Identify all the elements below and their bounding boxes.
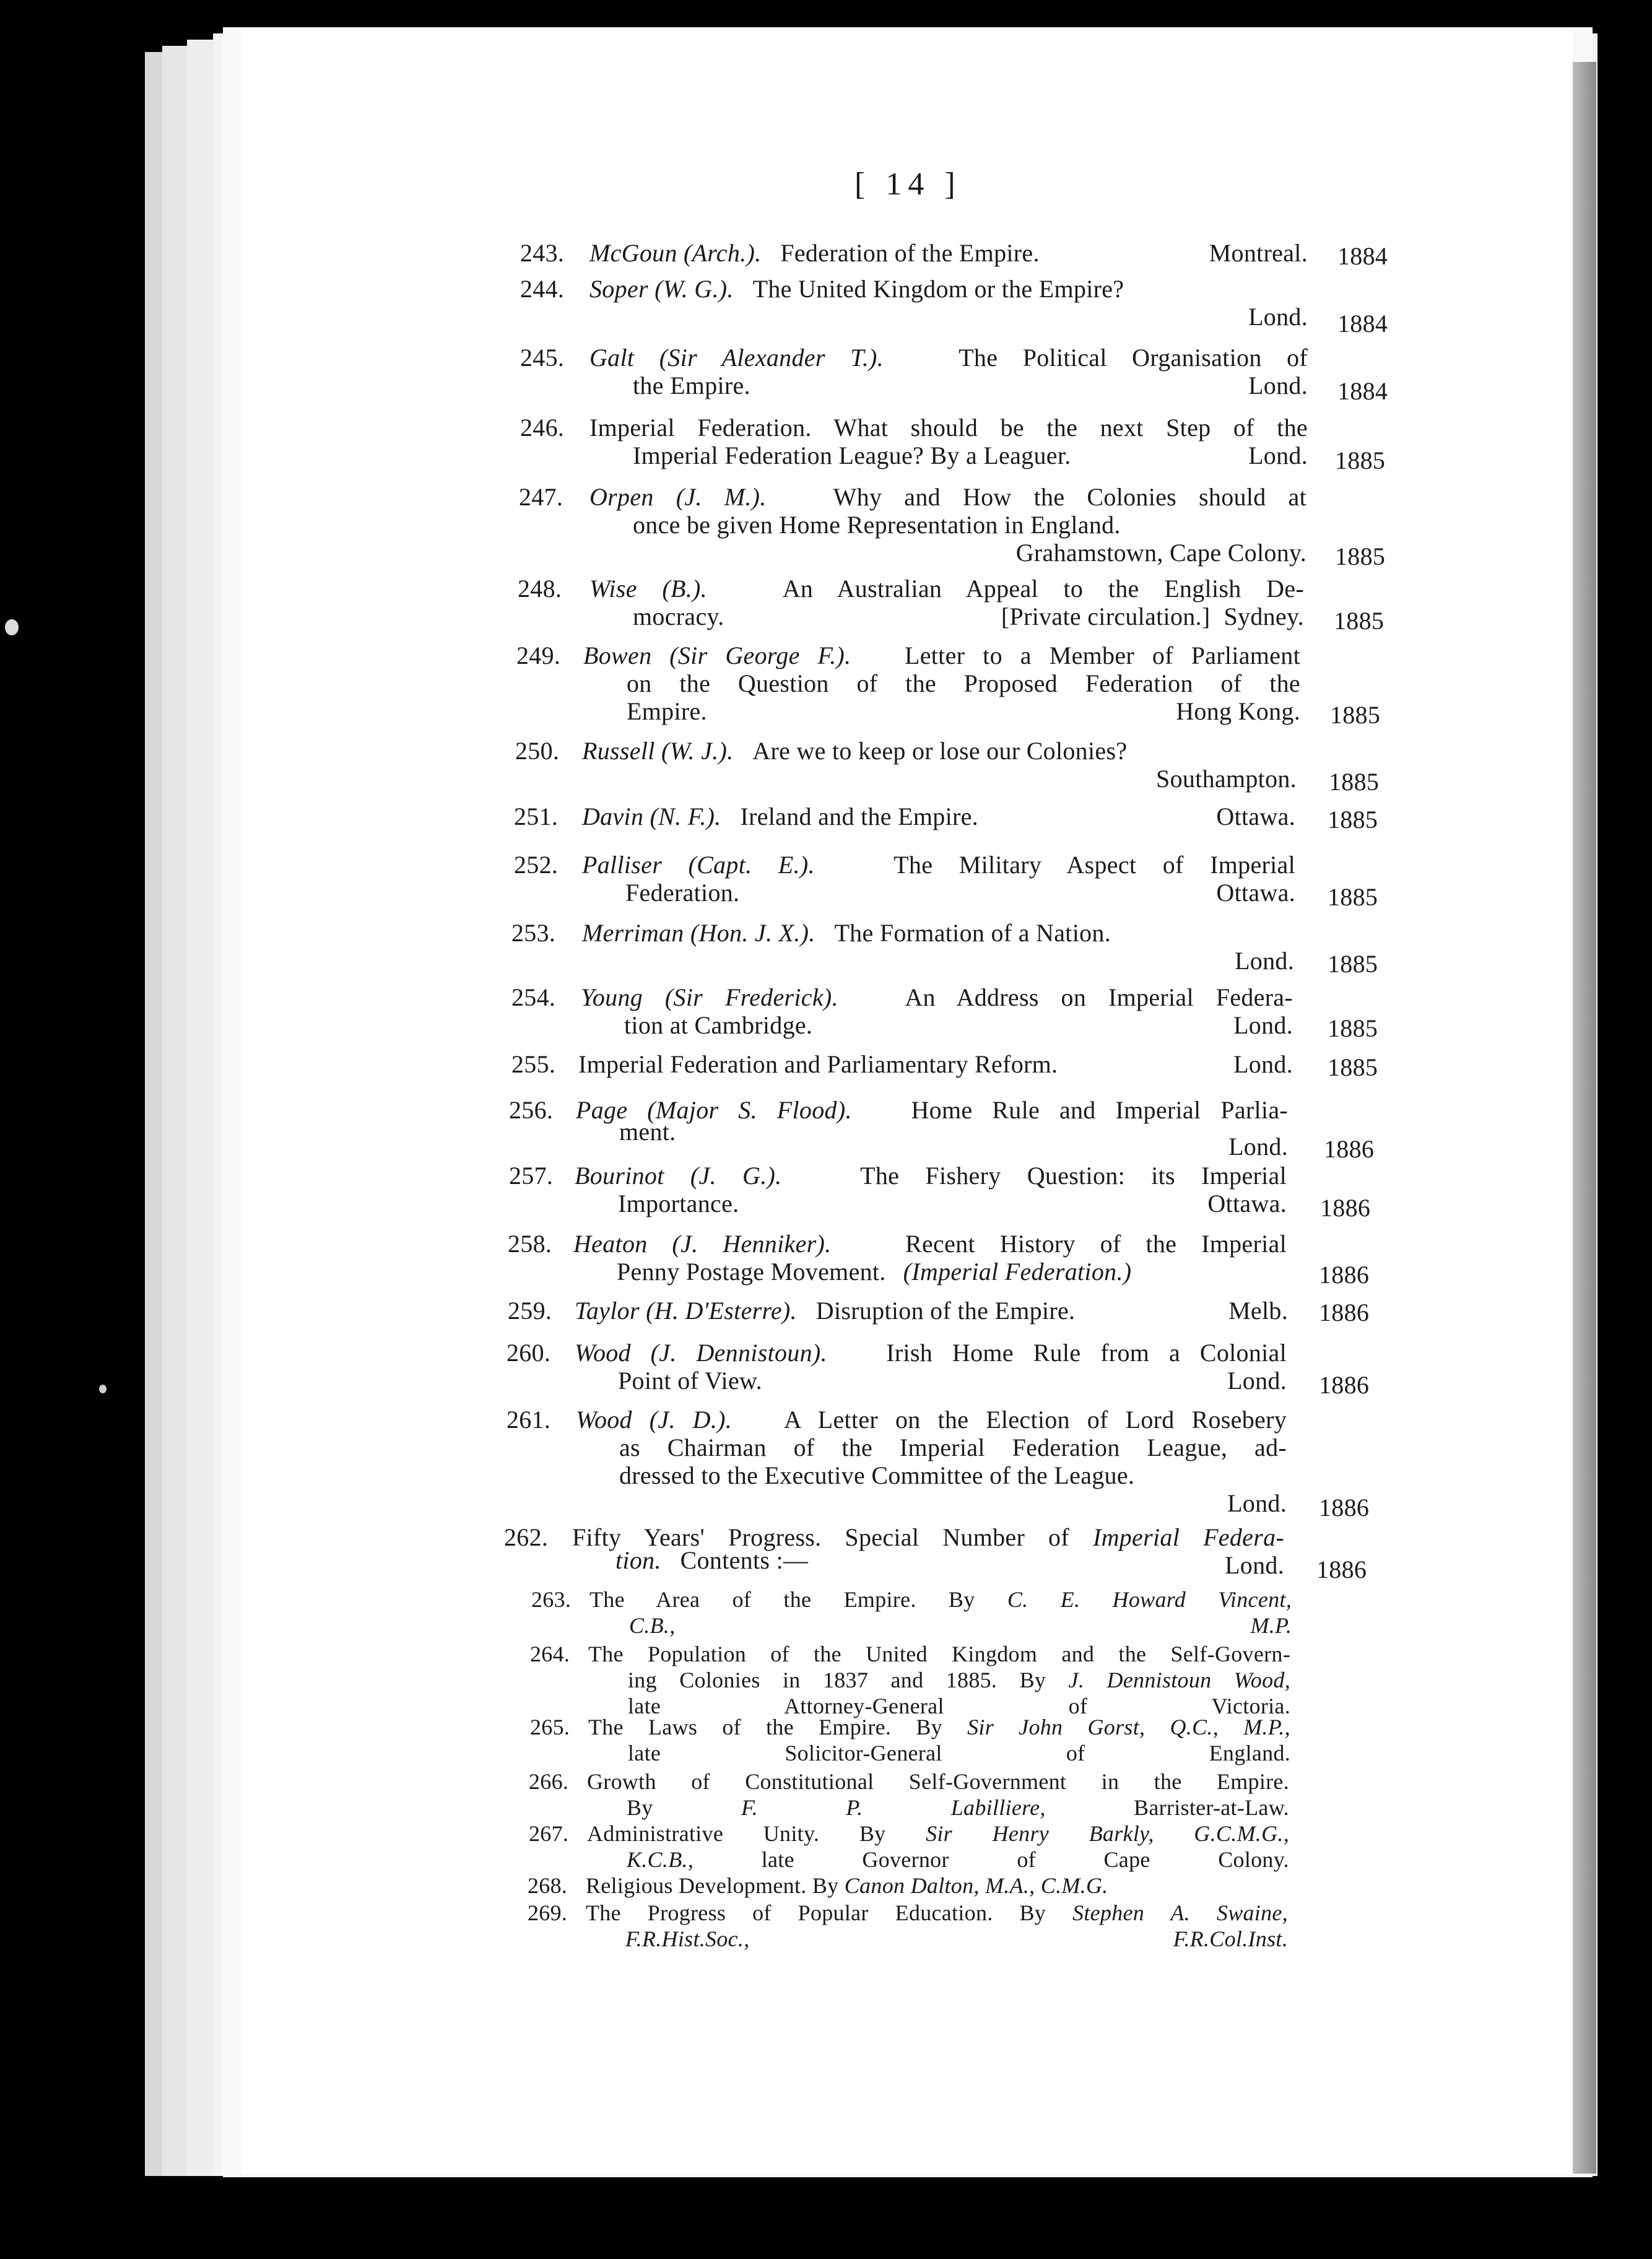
running-head: [ 14 ]	[854, 167, 962, 202]
bibliography-list: 243. McGoun (Arch.). Federation of the Empire. Montreal. 1884 244. Soper (W. G.). The United Kingdom or the Empire? Lond. 1884 245. Galt (Sir Alexander T.). The Political Organisation of the Empire. Lond. 1884 246. Imperial Federation. What should be the next Step of the Imperial Federation League? By a Leaguer. Lond. 1885 247. Orpen (J. M.). Why and How the Colonies should at once be given Home Representation in England. Grahamstown, Cape Colony. 1885 248. Wise (B.). An Australian Appeal to the English De- mocracy. [Private circulation.] Sydney. 1885 249. Bowen (Sir George F.). Letter to a Member of Parliament on the Question of the Proposed Federation of the Empire. Hong Kong. 1885 250. Russell (W. J.). Are we to keep or lose our Colonies? Southampton. 1885 251. Davin (N. F.). Ireland and the Empire. Ottawa. 1885 252. Palliser (Capt. E.). The Military Aspect of Imperial Federation. Ottawa. 1885 253. Merriman (Hon. J. X.). The Formation of a Nation. Lond. 1885 254. Young (Sir Frederick). An Address on Imperial Federa- tion at Cambridge. Lond. 1885 255. Imperial Federation and Parliamentary Reform. Lond. 1885 256. Page (Major S. Flood). Home Rule and Imperial Parlia- ment. Lond. 1886 257. Bourinot (J. G.). The Fishery Question: its Imperial Importance. Ottawa. 1886 258. Heaton (J. Henniker). Recent History of the Imperial Penny Postage Movement. (Imperial Federation.) 1886 259. Taylor (H. D'Esterre). Disruption of the Empire. Melb. 1886 260. Wood (J. Dennistoun). Irish Home Rule from a Colonial Point of View. Lond. 1886 261. Wood (J. D.). A Letter on the Election of Lord Rosebery as Chairman of the Imperial Federation League, ad- dressed to the Executive Committee of the League. Lond. 1886 262. Fifty Years' Progress. Special Number of Imperial Federa- tion. Contents :— Lond. 1886 263. The Area of the Empire. By C. E. Howard Vincent, C.B., M.P. 264. The Population of the United Kingdom and the Self-Govern- ing Colonies in 1837 and 1885. By J. Dennistoun Wood, late Attorney-General of Victoria. 265. The Laws of the Empire. By Sir John Gorst, Q.C., M.P., late Solicitor-General of England. 266. Growth of Constitutional Self-Government in the Empire. By F. P. Labilliere, Barrister-at-Law. 267. Administrative Unity. By Sir Henry Barkly, G.C.M.G., K.C.B., late Governor of Cape Colony. 268. Religious Development. By Canon Dalton, M.A., C.M.G. 269. The Progress of Popular Education. By Stephen A. Swaine, F.R.Hist.Soc., F.R.Col.Inst.	[504, 239, 1388, 1951]
